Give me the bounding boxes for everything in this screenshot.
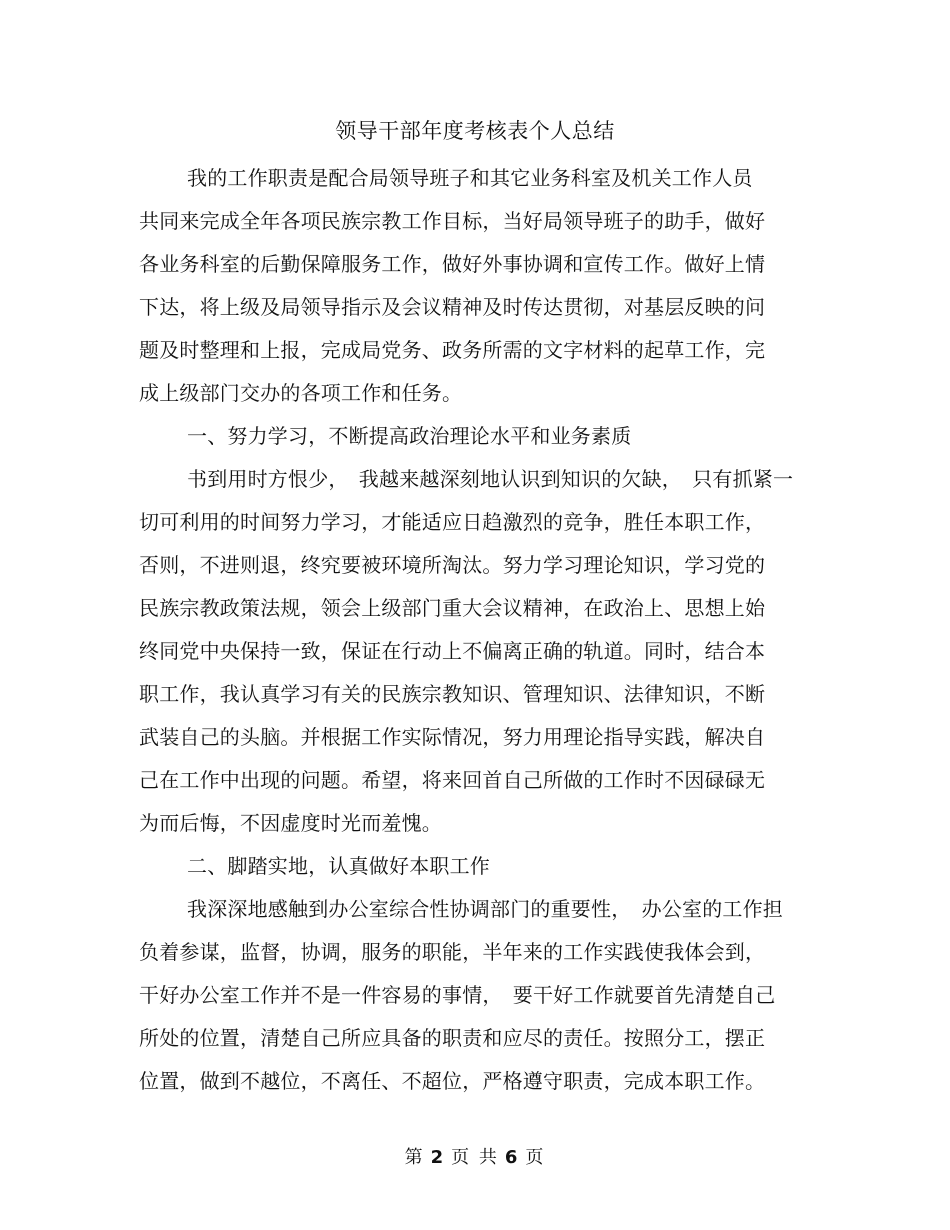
text-line: 职工作，我认真学习有关的民族宗教知识、管理知识、法律知识，不断 xyxy=(139,682,766,706)
text-line: 我深深地感触到办公室综合性协调部门的重要性， 办公室的工作担 xyxy=(187,897,783,921)
current-page-number: 2 xyxy=(430,1147,446,1168)
text-line: 己在工作中出现的问题。希望，将来回首自己所做的工作时不因碌碌无 xyxy=(139,768,766,792)
text-line: 切可利用的时间努力学习，才能适应日趋激烈的竞争，胜任本职工作， xyxy=(139,510,766,534)
text-line: 一、努力学习，不断提高政治理论水平和业务素质 xyxy=(187,424,632,448)
total-page-count: 6 xyxy=(504,1147,520,1168)
text-line: 民族宗教政策法规，领会上级部门重大会议精神，在政治上、思想上始 xyxy=(139,596,766,620)
document-body xyxy=(139,157,819,1103)
footer-prefix: 第 xyxy=(404,1147,425,1168)
text-line: 所处的位置，清楚自己所应具备的职责和应尽的责任。按照分工，摆正 xyxy=(139,1026,766,1050)
page-footer xyxy=(0,1146,950,1170)
text-line: 终同党中央保持一致，保证在行动上不偏离正确的轨道。同时，结合本 xyxy=(139,639,766,663)
document-title: 领导干部年度考核表个人总结 xyxy=(335,119,615,143)
text-line: 武装自己的头脑。并根据工作实际情况，努力用理论指导实践，解决自 xyxy=(139,725,766,749)
text-line: 干好办公室工作并不是一件容易的事情， 要干好工作就要首先清楚自己 xyxy=(139,983,776,1007)
text-line: 我的工作职责是配合局领导班子和其它业务科室及机关工作人员 xyxy=(187,166,753,190)
text-line: 否则，不进则退，终究要被环境所淘汰。努力学习理论知识，学习党的 xyxy=(139,553,766,577)
text-line: 位置，做到不越位，不离任、不超位，严格遵守职责，完成本职工作。 xyxy=(139,1069,766,1093)
text-line: 负着参谋，监督，协调，服务的职能，半年来的工作实践使我体会到， xyxy=(139,940,766,964)
text-line: 为而后悔，不因虚度时光而羞愧。 xyxy=(139,811,442,835)
footer-middle: 页 共 xyxy=(451,1147,499,1168)
footer-suffix: 页 xyxy=(525,1147,546,1168)
text-line: 题及时整理和上报，完成局党务、政务所需的文字材料的起草工作，完 xyxy=(139,338,766,362)
text-line: 各业务科室的后勤保障服务工作，做好外事协调和宣传工作。做好上情 xyxy=(139,252,766,276)
text-line: 下达，将上级及局领导指示及会议精神及时传达贯彻，对基层反映的问 xyxy=(139,295,766,319)
text-line: 二、脚踏实地，认真做好本职工作 xyxy=(187,854,490,878)
text-line: 共同来完成全年各项民族宗教工作目标，当好局领导班子的助手，做好 xyxy=(139,209,766,233)
text-line: 成上级部门交办的各项工作和任务。 xyxy=(139,381,463,405)
text-line: 书到用时方恨少， 我越来越深刻地认识到知识的欠缺， 只有抓紧一 xyxy=(187,467,794,491)
